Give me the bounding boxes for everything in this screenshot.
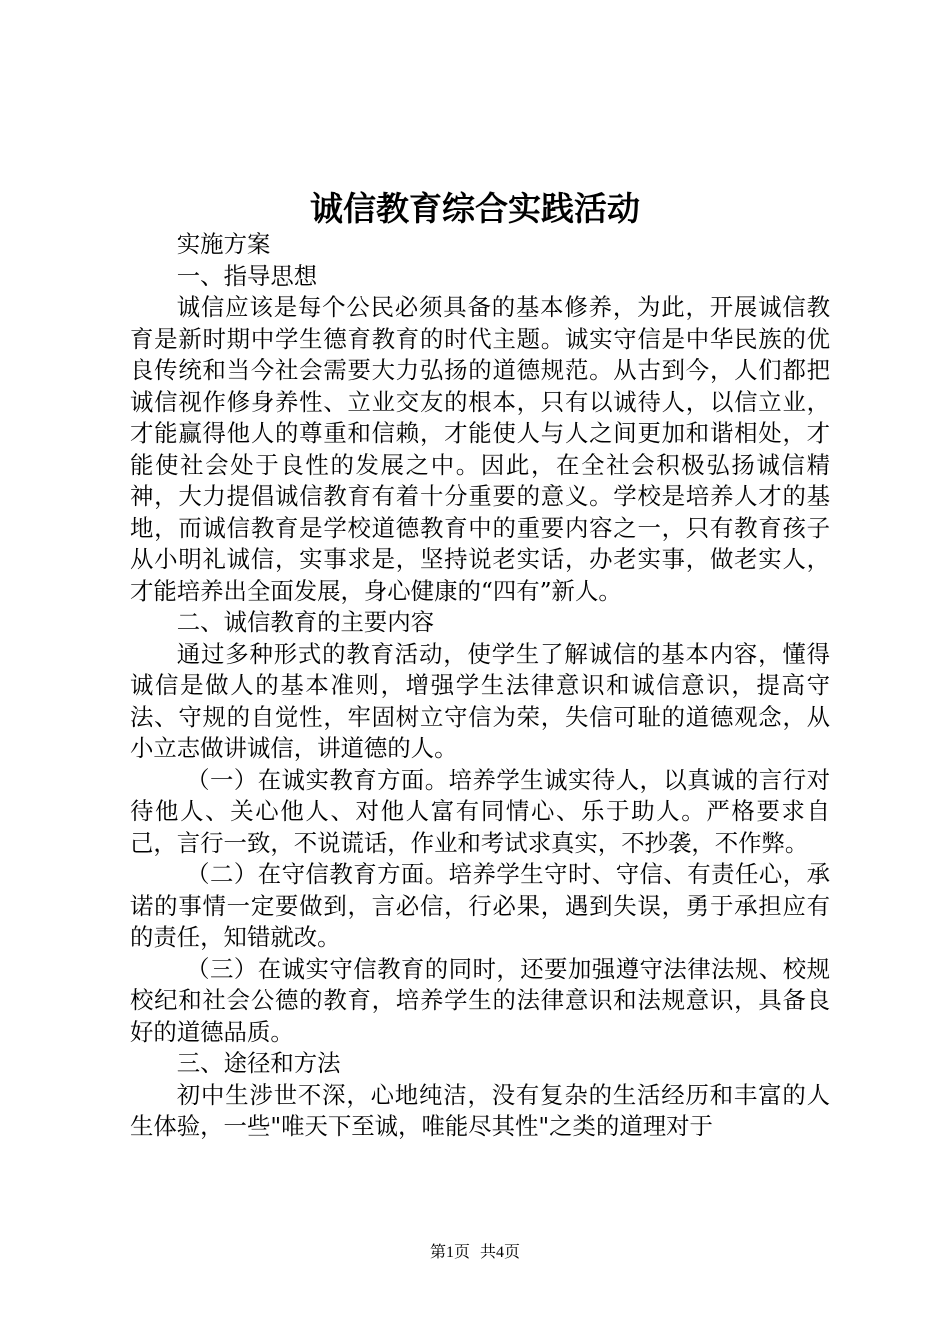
paragraph-guiding-thought: 诚信应该是每个公民必须具备的基本修养，为此，开展诚信教育是新时期中学生德育教育的时代主题。诚实守信是中华民族的优良传统和当今社会需要大力弘扬的道德规范。从古到今，人们都把诚信视作修身养性、立业交友的根本，只有以诚待人，以信立业，才能赢得他人的尊重和信赖，才能使人与人之间更加和谐相处，才能使社会处于良性的发展之中。因此，在全社会积极弘扬诚信精神，大力提倡诚信教育有着十分重要的意义。学校是培养人才的基地，而诚信教育是学校道德教育中的重要内容之一，只有教育孩子从小明礼诚信，实事求是，坚持说老实话，办老实事，做老实人，才能培养出全面发展，身心健康的“四有”新人。 bbox=[130, 293, 830, 605]
paragraph-item-1: （一）在诚实教育方面。培养学生诚实待人，以真诚的言行对待他人、关心他人、对他人富有同情心、乐于助人。严格要求自己，言行一致，不说谎话，作业和考试求真实，不抄袭，不作弊。 bbox=[130, 765, 830, 857]
paragraph-methods: 初中生涉世不深，心地纯洁，没有复杂的生活经历和丰富的人生体验，一些"唯天下至诚，唯能尽其性"之类的道理对于 bbox=[130, 1080, 830, 1140]
document-title: 诚信教育综合实践活动 bbox=[310, 189, 640, 228]
paragraph-main-content: 通过多种形式的教育活动，使学生了解诚信的基本内容，懂得诚信是做人的基本准则，增强学生法律意识和诚信意识，提高守法、守规的自觉性，牢固树立守信为荣，失信可耻的道德观念，从小立志做讲诚信，讲道德的人。 bbox=[130, 639, 830, 762]
paragraph-item-2: （二）在守信教育方面。培养学生守时、守信、有责任心，承诺的事情一定要做到，言必信，行必果，遇到失误，勇于承担应有的责任，知错就改。 bbox=[130, 860, 830, 951]
page-number: 第1页 bbox=[429, 1244, 470, 1261]
section-heading-1: 一、指导思想 bbox=[176, 261, 318, 290]
document-body bbox=[130, 229, 830, 1143]
section-heading-3: 三、途径和方法 bbox=[176, 1049, 341, 1077]
section-subtitle: 实施方案 bbox=[176, 230, 271, 258]
page-total: 共4页 bbox=[480, 1244, 521, 1261]
page-footer bbox=[0, 1243, 950, 1263]
paragraph-item-3: （三）在诚实守信教育的同时，还要加强遵守法律法规、校规校纪和社会公德的教育，培养学生的法律意识和法规意识，具备良好的道德品质。 bbox=[130, 954, 830, 1046]
section-heading-2: 二、诚信教育的主要内容 bbox=[176, 608, 435, 636]
